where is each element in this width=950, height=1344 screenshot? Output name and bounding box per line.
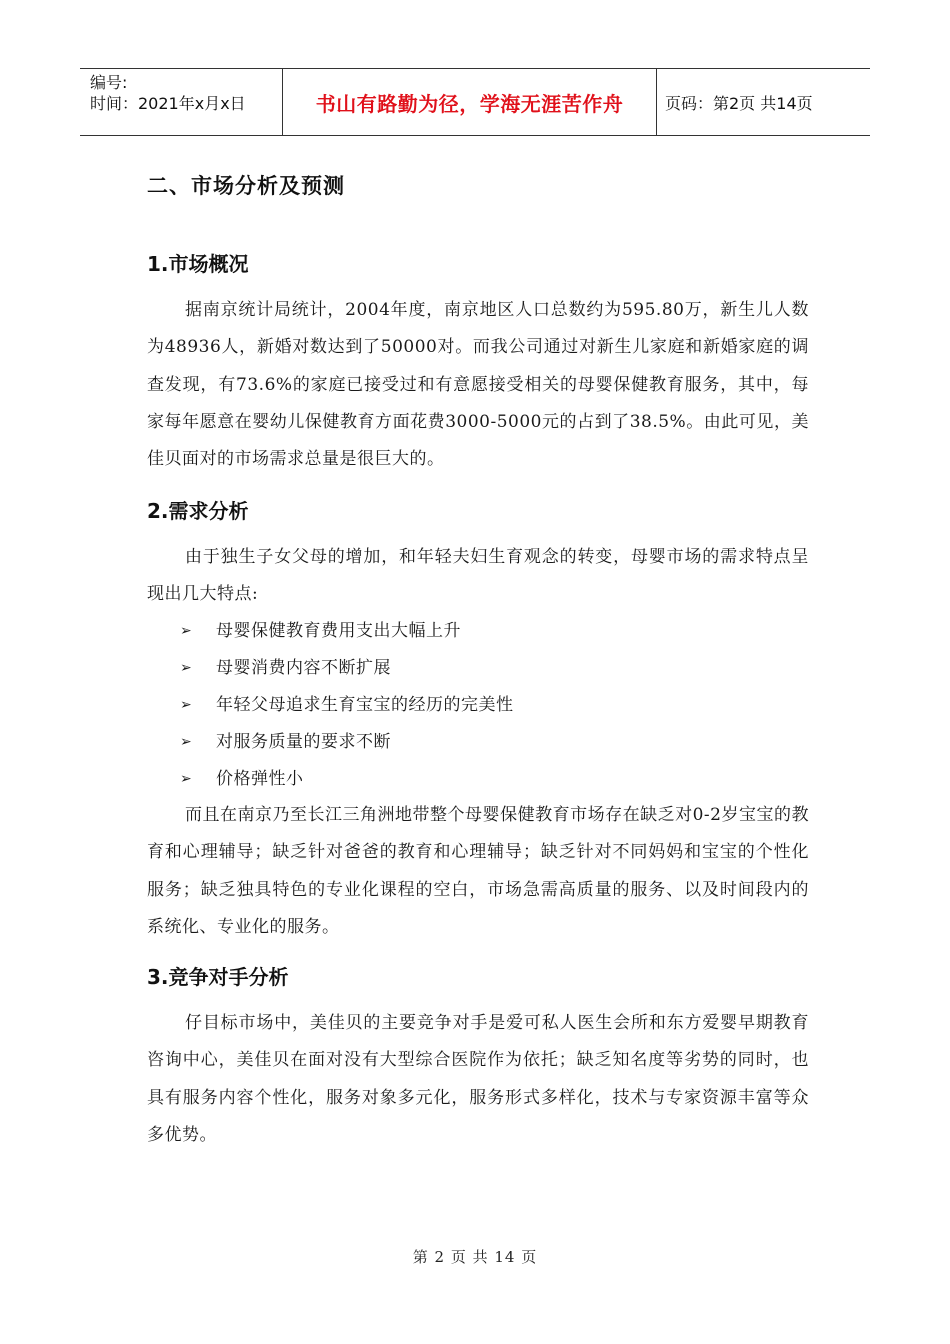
competitor-analysis-paragraph: 仔目标市场中，美佳贝的主要竞争对手是爱可私人医生会所和东方爱婴早期教育咨询中心，美佳贝在面对没有大型综合医院作为依托；缺乏知名度等劣势的同时，也具有服务内容个性化，服务对象多元化，服务形式多样化，技术与专家资源丰富等众多优势。 xyxy=(147,1013,809,1145)
arrow-bullet-icon: ➢ xyxy=(180,660,193,676)
list-item: ➢ 价格弹性小 xyxy=(180,761,514,798)
document-time-label: 时间：2021年x月x日 xyxy=(90,94,246,113)
list-item: ➢ 母婴消费内容不断扩展 xyxy=(180,650,514,687)
subsection-title-market-overview: 1.市场概况 xyxy=(147,252,249,276)
subsection-title-demand-analysis: 2.需求分析 xyxy=(147,499,249,523)
list-item: ➢ 年轻父母追求生育宝宝的经历的完美性 xyxy=(180,687,514,724)
section-title: 二、市场分析及预测 xyxy=(147,174,345,198)
arrow-bullet-icon: ➢ xyxy=(180,771,193,787)
market-overview-paragraph: 据南京统计局统计，2004年度，南京地区人口总数约为595.80万，新生儿人数为48936人，新婚对数达到了50000对。而我公司通过对新生儿家庭和新婚家庭的调查发现，有73.6%的家庭已接受过和有意愿接受相关的母婴保健教育服务，其中，每家每年愿意在婴幼儿保健教育方面花费3000-5000元的占到了38.5%。由此可见，美佳贝面对的市场需求总量是很巨大的。 xyxy=(147,300,809,470)
header-motto: 书山有路勤为径，学海无涯苦作舟 xyxy=(283,69,657,135)
demand-features-list xyxy=(180,613,514,798)
arrow-bullet-icon: ➢ xyxy=(180,734,193,750)
document-number-label: 编号: xyxy=(90,73,128,92)
arrow-bullet-icon: ➢ xyxy=(180,623,193,639)
page-header xyxy=(80,68,870,136)
header-page-info: 页码：第2页 共14页 xyxy=(665,93,813,113)
demand-analysis-intro: 由于独生子女父母的增加，和年轻夫妇生育观念的转变，母婴市场的需求特点呈现出几大特点: xyxy=(147,547,809,605)
list-item: ➢ 对服务质量的要求不断 xyxy=(180,724,514,761)
demand-analysis-closing: 而且在南京乃至长江三角洲地带整个母婴保健教育市场存在缺乏对0-2岁宝宝的教育和心理辅导；缺乏针对爸爸的教育和心理辅导；缺乏针对不同妈妈和宝宝的个性化服务；缺乏独具特色的专业化课程的空白，市场急需高质量的服务、以及时间段内的系统化、专业化的服务。 xyxy=(147,805,809,937)
subsection-title-competitor-analysis: 3.竞争对手分析 xyxy=(147,965,289,989)
page-footer: 第 2 页 共 14 页 xyxy=(412,1248,538,1266)
arrow-bullet-icon: ➢ xyxy=(180,697,193,713)
header-meta xyxy=(80,69,283,135)
list-item: ➢ 母婴保健教育费用支出大幅上升 xyxy=(180,613,514,650)
